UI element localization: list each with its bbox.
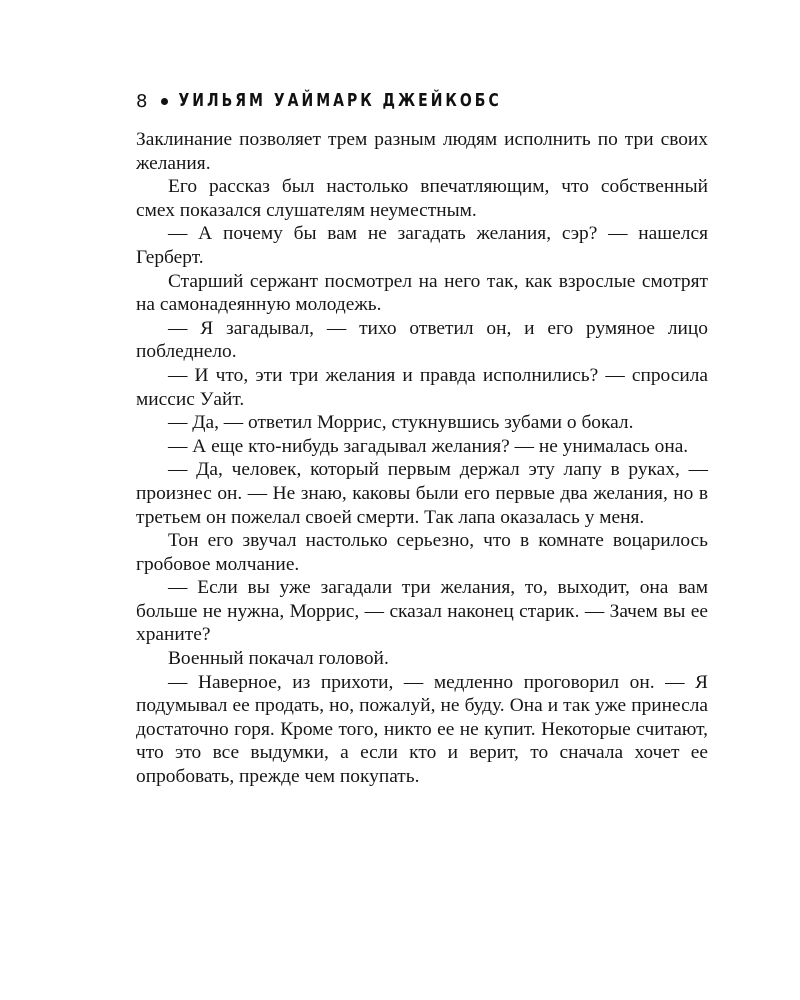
paragraph: — И что, эти три желания и правда исполнились? — спросила миссис Уайт. <box>136 364 708 410</box>
paragraph: Тон его звучал настолько серьезно, что в комнате воцарилось гробовое молчание. <box>136 530 708 575</box>
book-page <box>136 88 708 789</box>
paragraph: Военный покачал головой. <box>168 648 389 670</box>
paragraph: — Я загадывал, — тихо ответил он, и его румяное лицо побледнело. <box>136 317 708 363</box>
paragraph: Старший сержант посмотрел на него так, как взрослые смотрят на самонадеянную молодежь. <box>136 270 708 316</box>
paragraph: — Если вы уже загадали три желания, то, выходит, она вам больше не нужна, Моррис, — сказал наконец старик. — Зачем вы ее храните? <box>136 577 708 646</box>
paragraph: — Да, человек, который первым держал эту лапу в руках, — произнес он. — Не знаю, каковы были его первые два желания, но в третьем он пожелал своей смерти. Так лапа оказалась у меня. <box>136 459 708 528</box>
body-text <box>136 128 708 789</box>
paragraph: — А еще кто-нибудь загадывал желания? — не унималась она. <box>168 435 689 457</box>
page-number: 8 <box>136 90 148 112</box>
paragraph: — Да, — ответил Моррис, стукнувшись зубами о бокал. <box>168 412 634 434</box>
running-head <box>136 88 708 114</box>
bullet-icon <box>161 98 168 105</box>
paragraph: Заклинание позволяет трем разным людям исполнить по три своих желания. <box>136 129 708 174</box>
paragraph: — А почему бы вам не загадать желания, сэр? — нашелся Герберт. <box>136 223 708 268</box>
paragraph: — Наверное, из прихоти, — медленно проговорил он. — Я подумывал ее продать, но, пожалуй, не буду. Она и так уже принесла достаточно горя. Кроме того, никто ее не купит. Некоторые считают, что это все выдумки, а если кто и верит, то сначала хочет ее опробовать, прежде чем покупать. <box>136 671 708 788</box>
paragraph: Его рассказ был настолько впечатляющим, что собственный смех показался слушателям неуместным. <box>136 176 708 221</box>
author-name: УИЛЬЯМ УАЙМАРК ДЖЕЙКОБС <box>178 91 502 111</box>
